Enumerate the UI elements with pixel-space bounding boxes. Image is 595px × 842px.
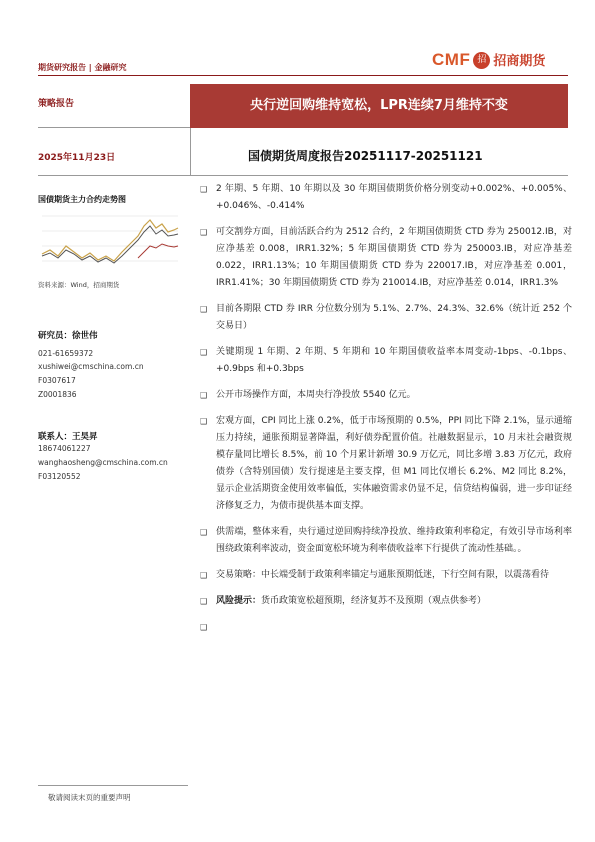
report-subtitle: 国债期货周度报告20251117-20251121 bbox=[248, 149, 483, 163]
bullet-text: 关键期现 1 年期、2 年期、5 年期和 10 年期国债收益率本周变动-1bps、-0.1bps、+0.9bps 和+0.3bps bbox=[216, 347, 572, 374]
bullet-item bbox=[200, 224, 572, 292]
analyst-label: 研究员：徐世伟 bbox=[38, 331, 98, 341]
risk-item bbox=[200, 593, 572, 610]
logo-chinese-text: 招商期货 bbox=[493, 54, 546, 69]
bullet-list bbox=[200, 181, 572, 632]
risk-text: 货币政策宽松超预期，经济复苏不及预期（观点供参考） bbox=[261, 596, 487, 606]
report-title: 央行逆回购维持宽松，LPR连续7月维持不变 bbox=[250, 98, 508, 113]
report-type: 策略报告 bbox=[38, 99, 75, 109]
bullet-item bbox=[200, 567, 572, 584]
bullet-checkbox-icon: ❑ bbox=[200, 623, 208, 632]
bullet-item bbox=[200, 413, 572, 515]
bullet-text: 交易策略：中长端受制于政策利率锚定与通胀预期低迷，下行空间有限，以震荡看待 bbox=[216, 570, 550, 580]
series-line-2 bbox=[42, 226, 178, 263]
contact-cert: F03120552 bbox=[38, 472, 81, 481]
left-divider bbox=[38, 127, 190, 128]
bullet-item bbox=[200, 301, 572, 335]
bullet-checkbox-icon: ❑ bbox=[200, 391, 208, 400]
logo-cmf-text: CMF bbox=[432, 50, 471, 69]
series-line-1 bbox=[42, 220, 178, 261]
analyst-cert-1: F0307617 bbox=[38, 376, 76, 385]
bullet-checkbox-icon: ❑ bbox=[200, 417, 208, 426]
logo-mark-icon: 招 bbox=[473, 52, 490, 69]
bullet-item bbox=[200, 387, 572, 404]
bullet-text: 可交割券方面，目前活跃合约为 2512 合约，2 年期国债期货 CTD 券为 250012.IB，对应净基差 0.008，IRR1.32%；5 年期国债期货 CTD 券为 250003.IB，对应净基差 0.022，IRR1.13%；10 年期国债期货 CTD 券为 220017.IB，对应净基差 0.001，IRR1.41%；30 年期国债期货 CTD 券为 210014.IB，对应净基差 0.014，IRR1.3% bbox=[216, 227, 572, 288]
contact-phone: 18674061227 bbox=[38, 444, 91, 453]
footer-disclaimer: 敬请阅读末页的重要声明 bbox=[48, 793, 131, 802]
bullet-checkbox-icon: ❑ bbox=[200, 185, 208, 194]
bullet-checkbox-icon: ❑ bbox=[200, 597, 208, 606]
company-logo bbox=[432, 50, 572, 72]
vertical-divider bbox=[190, 128, 191, 176]
bullet-item bbox=[200, 344, 572, 378]
analyst-phone: 021-61659372 bbox=[38, 349, 94, 358]
contact-label: 联系人：王昊昇 bbox=[38, 432, 98, 442]
report-category: 期货研究报告 | 金融研究 bbox=[38, 63, 127, 72]
contact-email[interactable]: wanghaosheng@cmschina.com.cn bbox=[38, 458, 168, 467]
report-date: 2025年11月23日 bbox=[38, 153, 116, 163]
futures-trend-chart bbox=[38, 206, 182, 276]
bullet-checkbox-icon: ❑ bbox=[200, 348, 208, 357]
bullet-text: 公开市场操作方面，本周央行净投放 5540 亿元。 bbox=[216, 390, 416, 400]
analyst-cert-2: Z0001836 bbox=[38, 390, 77, 399]
bullet-checkbox-icon: ❑ bbox=[200, 228, 208, 237]
bullet-item bbox=[200, 181, 572, 215]
footer-divider bbox=[38, 785, 188, 786]
chart-title: 国债期货主力合约走势图 bbox=[38, 195, 126, 204]
header-divider bbox=[38, 75, 568, 76]
bullet-text: 2 年期、5 年期、10 年期以及 30 年期国债期货价格分别变动+0.002%、+0.005%、+0.046%、-0.414% bbox=[216, 184, 572, 211]
bullet-item bbox=[200, 524, 572, 558]
bullet-text: 目前各期限 CTD 券 IRR 分位数分别为 5.1%、2.7%、24.3%、32.6%（统计近 252 个交易日） bbox=[216, 304, 572, 331]
bullet-checkbox-icon: ❑ bbox=[200, 571, 208, 580]
chart-source: 资料来源：Wind，招商期货 bbox=[38, 281, 120, 289]
bullet-checkbox-icon: ❑ bbox=[200, 305, 208, 314]
bullet-text: 宏观方面，CPI 同比上涨 0.2%，低于市场预期的 0.5%，PPI 同比下降 2.1%，显示通缩压力持续，通胀预期显著降温，利好债券配置价值。社融数据显示，10 月末社会融资规模存量同比增长 8.5%，前 10 个月累计新增 30.9 万亿元，同比多增 3.83 万亿元，政府债券（含特别国债）发行提速是主要支撑，但 M1 同比仅增长 6.2%、M2 同比 8.2%，显示企业活期资金使用效率偏低，实体融资需求仍显不足，信贷结构偏弱，进一步印证经济修复乏力，为债市提供基本面支撑。 bbox=[216, 416, 572, 511]
subtitle-divider bbox=[38, 175, 568, 176]
bullet-checkbox-icon: ❑ bbox=[200, 528, 208, 537]
bullet-text: 供需端，整体来看，央行通过逆回购持续净投放、维持政策利率稳定，有效引导市场利率围绕政策利率波动，资金面宽松环境为利率债收益率下行提供了流动性基础。。 bbox=[216, 527, 572, 554]
risk-label: 风险提示： bbox=[216, 596, 262, 606]
analyst-email[interactable]: xushiwei@cmschina.com.cn bbox=[38, 362, 144, 371]
